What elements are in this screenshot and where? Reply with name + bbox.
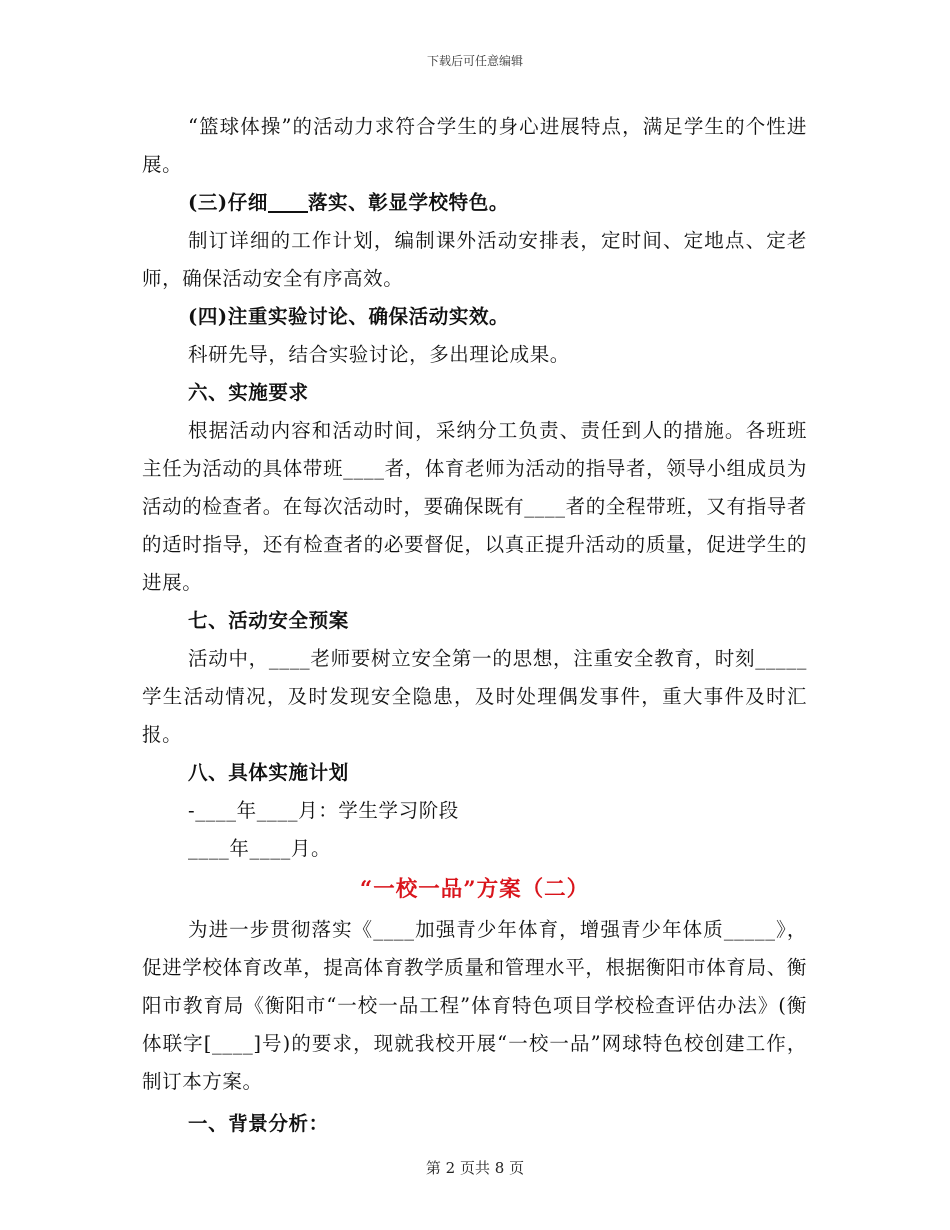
blank-underline [268, 187, 308, 213]
section-heading [142, 184, 807, 222]
section-heading: 七、活动安全预案 [188, 609, 349, 632]
paragraph: 活动中，____老师要树立安全第一的思想，注重安全教育，时刻_____学生活动情况，及时发现安全隐患，及时处理偶发事件，重大事件及时汇报。 [142, 647, 807, 746]
section-heading: (四)注重实验讨论、确保活动实效。 [188, 305, 510, 328]
document-body [142, 108, 807, 1143]
paragraph: 为进一步贯彻落实《____加强青少年体育，增强青少年体质_____》，促进学校体育改革，提高体育教学质量和管理水平，根据衡阳市体育局、衡阳市教育局《衡阳市“一校一品工程”体育特色项目学校检查评估办法》(衡体联字[____]号)的要求，现就我校开展“一校一品”网球特色校创建工作，制订本方案。 [142, 918, 807, 1093]
paragraph: -____年____月：学生学习阶段 [188, 799, 459, 822]
document-title: “一校一品”方案（二） [359, 877, 590, 902]
heading-text: 落实、彰显学校特色。 [307, 191, 509, 214]
paragraph: 科研先导，结合实验讨论，多出理论成果。 [188, 343, 570, 366]
paragraph: “篮球体操”的活动力求符合学生的身心进展特点，满足学生的个性进展。 [142, 115, 807, 176]
page-header: 下载后可任意编辑 [426, 54, 523, 68]
page-footer: 第 2 页共 8 页 [425, 1159, 525, 1177]
section-heading: 八、具体实施计划 [188, 761, 349, 784]
paragraph: ____年____月。 [188, 837, 332, 860]
paragraph: 制订详细的工作计划，编制课外活动安排表，定时间、定地点、定老师，确保活动安全有序高效。 [142, 229, 807, 290]
section-heading: 一、背景分析： [188, 1112, 329, 1135]
section-heading: 六、实施要求 [188, 381, 309, 404]
heading-text: (三)仔细 [188, 191, 268, 214]
paragraph: 根据活动内容和活动时间，采纳分工负责、责任到人的措施。各班班主任为活动的具体带班____者，体育老师为活动的指导者，领导小组成员为活动的检查者。在每次活动时，要确保既有____者的全程带班，又有指导者的适时指导，还有检查者的必要督促，以真正提升活动的质量，促进学生的进展。 [142, 419, 807, 594]
